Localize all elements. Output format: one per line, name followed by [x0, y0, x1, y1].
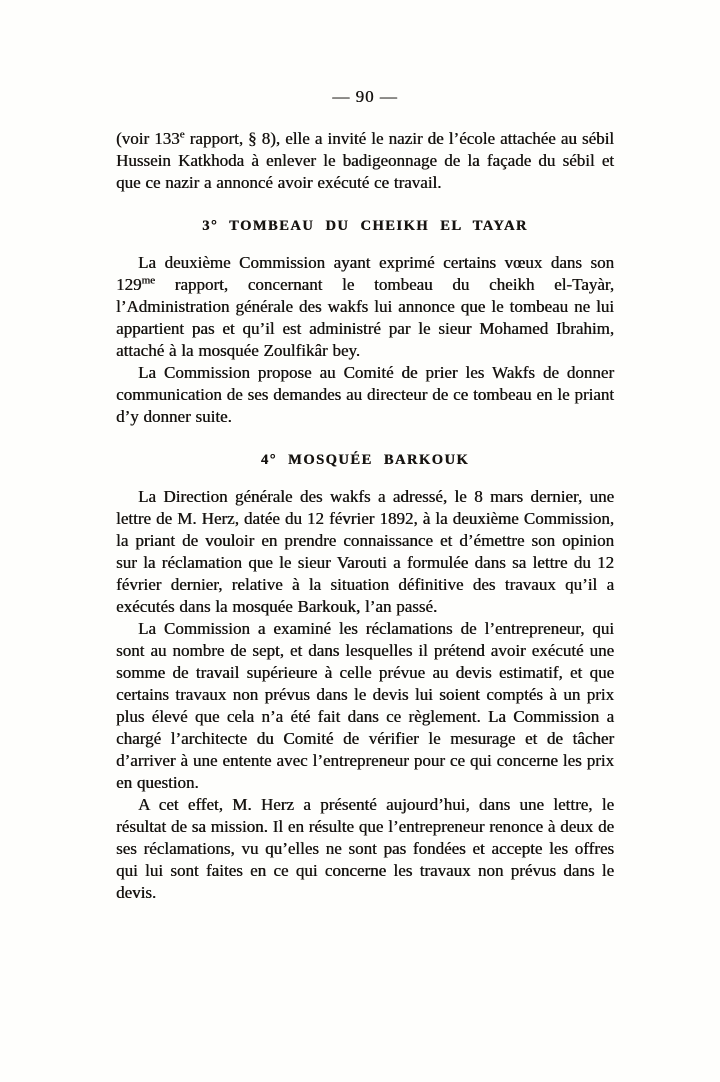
paragraph-tombeau-commission	[116, 252, 614, 362]
text-segment: (voir 133	[116, 129, 180, 148]
paragraph-barkouk-examen: La Commission a examiné les réclamations de l’entrepreneur, qui sont au nombre de sept, et dans lesquelles il prétend avoir exécuté une somme de travail supérieure à celle prévue au devis estimatif, et que certains travaux non prévus dans le devis lui soient comptés à un prix plus élevé que cela n’a été fait dans ce règlement. La Commission a chargé l’architecte du Comité de vérifier le mesurage et de tâcher d’arriver à une entente avec l’entrepreneur pour ce qui concerne les prix en question.	[116, 619, 614, 792]
paragraph-barkouk-direction: La Direction générale des wakfs a adressé, le 8 mars dernier, une lettre de M. Herz, datée du 12 février 1892, à la deuxième Commission, la priant de vouloir en prendre connaissance et d’émettre son opinion sur la réclamation que le sieur Varouti a formulée dans sa lettre du 12 février dernier, relative à la situation définitive des travaux qu’il a exécutés dans la mosquée Barkouk, l’an passé.	[116, 487, 614, 616]
superscript-ordinal: e	[179, 128, 185, 141]
superscript-ordinal: me	[141, 274, 155, 287]
text-segment: rapport, § 8), elle a invité le nazir de l’école attachée au sébil Hussein Katkhoda à enlever le badigeonnage de la façade du sébil et que ce nazir a annoncé avoir exécuté ce travail.	[116, 129, 614, 192]
section-heading-barkouk: 4° MOSQUÉE BARKOUK	[260, 452, 470, 468]
text-segment: rapport, concernant le tombeau du cheikh el-Tayàr, l’Administration générale des wakfs lui annonce que le tombeau ne lui appartient pas et qu’il est administré par le sieur Mohamed Ibrahim, attaché à la mosquée Zoulfikâr bey.	[116, 275, 614, 360]
section-heading-tombeau: 3° TOMBEAU DU CHEIKH EL TAYAR	[202, 218, 528, 234]
text-segment: La deuxième Commission ayant exprimé certains vœux dans son 129	[116, 253, 614, 294]
page-number: — 90 —	[332, 87, 398, 106]
paragraph-tombeau-propose: La Commission propose au Comité de prier les Wakfs de donner communication de ses demandes au directeur de ce tombeau en le priant d’y donner suite.	[116, 363, 614, 426]
paragraph-barkouk-resultat: A cet effet, M. Herz a présenté aujourd’hui, dans une lettre, le résultat de sa mission. Il en résulte que l’entrepreneur renonce à deux de ses réclamations, vu qu’elles ne sont pas fondées et accepte les offres qui lui sont faites en ce qui concerne les travaux non prévus dans le devis.	[116, 795, 614, 902]
paragraph-intro	[116, 128, 614, 194]
